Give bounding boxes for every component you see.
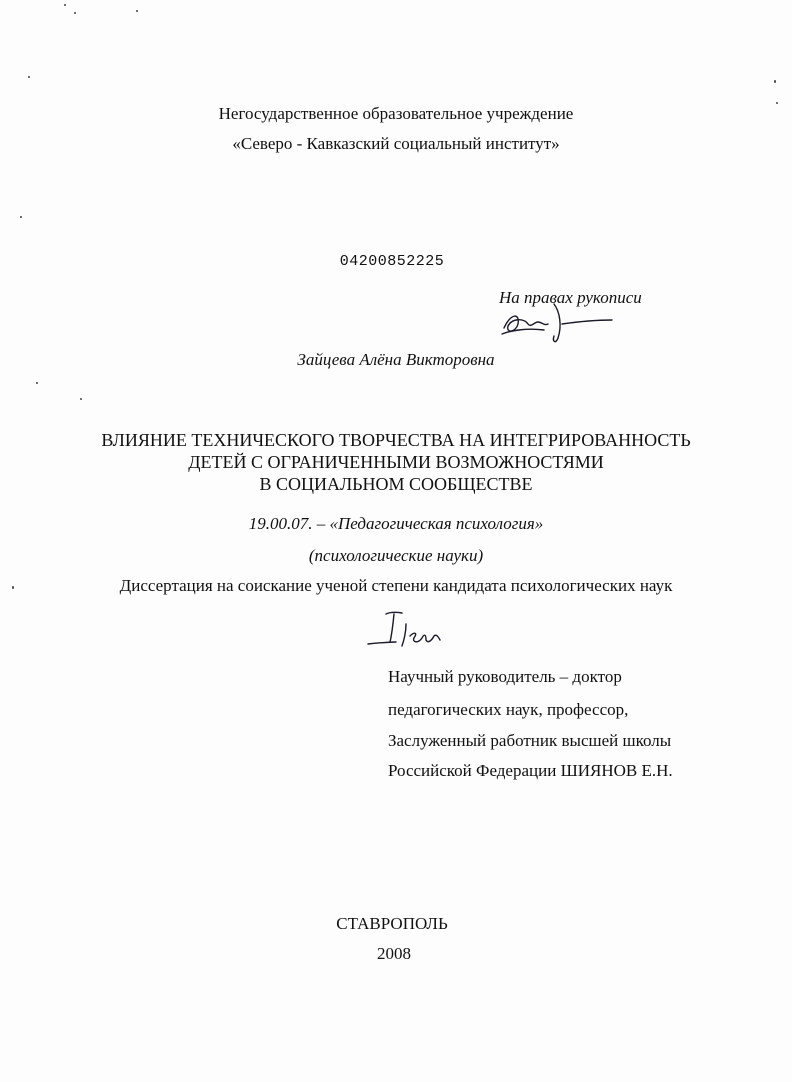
catalog-number: 04200852225 — [339, 253, 445, 270]
scan-speck — [74, 12, 76, 14]
author-signature — [498, 300, 618, 350]
institution-line-2: «Северо - Кавказский социальный институт» — [232, 134, 560, 153]
scan-speck — [774, 80, 776, 83]
manuscript-note: На правах рукописи — [499, 288, 642, 307]
supervisor-line-1: Научный руководитель – доктор — [388, 667, 622, 686]
scan-speck — [36, 382, 38, 384]
supervisor-signature — [366, 610, 466, 654]
scan-speck — [20, 216, 22, 218]
specialty: 19.00.07. – «Педагогическая психология» — [248, 514, 544, 533]
supervisor-line-3: Заслуженный работник высшей школы — [388, 731, 672, 750]
author-name: Зайцева Алёна Викторовна — [297, 350, 495, 369]
city: СТАВРОПОЛЬ — [336, 914, 448, 933]
title-line-1: ВЛИЯНИЕ ТЕХНИЧЕСКОГО ТВОРЧЕСТВА НА ИНТЕГРИРОВАННОСТЬ — [101, 430, 691, 450]
institution-line-1: Негосударственное образовательное учреждение — [218, 104, 574, 123]
supervisor-line-4: Российской Федерации ШИЯНОВ Е.Н. — [388, 761, 673, 780]
title-line-2: ДЕТЕЙ С ОГРАНИЧЕННЫМИ ВОЗМОЖНОСТЯМИ — [188, 452, 604, 472]
scan-speck — [80, 398, 82, 400]
dissertation-type: Диссертация на соискание ученой степени кандидата психологических наук — [119, 576, 673, 595]
year: 2008 — [377, 944, 411, 963]
title-line-3: В СОЦИАЛЬНОМ СООБЩЕСТВЕ — [259, 474, 533, 494]
scan-speck — [28, 76, 30, 78]
scan-speck — [136, 10, 138, 12]
science-field: (психологические науки) — [308, 546, 484, 565]
scan-speck — [64, 4, 66, 6]
supervisor-line-2: педагогических наук, профессор, — [388, 700, 629, 719]
